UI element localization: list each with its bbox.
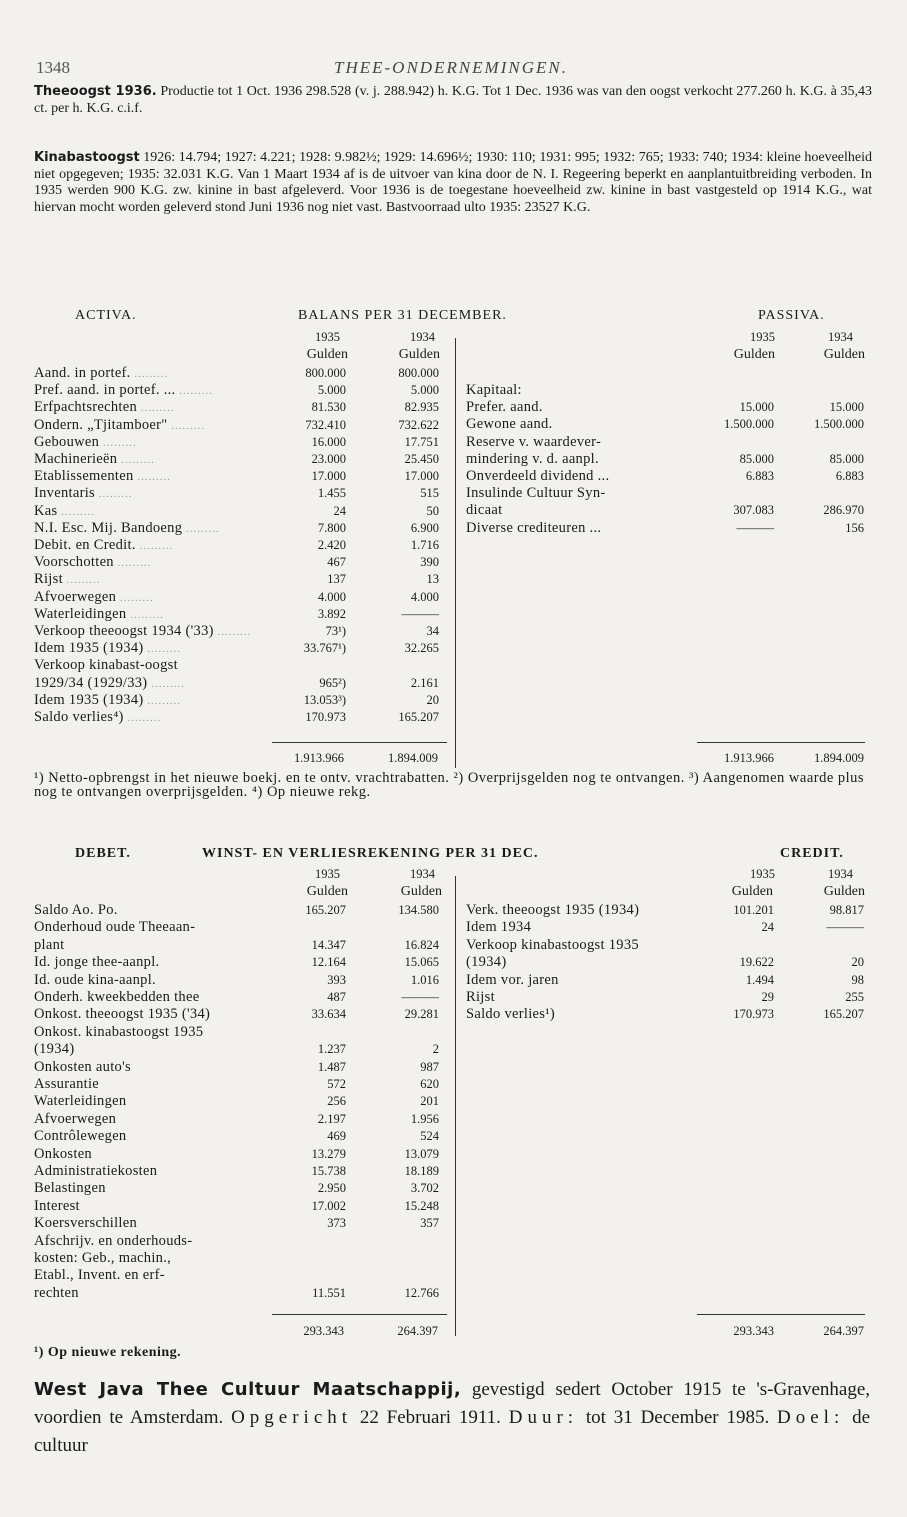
debet-label-text: rechten bbox=[34, 1284, 79, 1301]
debet-row-label bbox=[34, 1233, 192, 1250]
debet-value-1934: 987 bbox=[420, 1059, 439, 1074]
winst-left-unit-1934: Gulden bbox=[400, 884, 442, 899]
passiva-value-1934: 156 bbox=[845, 520, 864, 535]
west-java-text-4: de cultuur bbox=[34, 1407, 871, 1456]
winst-left-total-rule bbox=[272, 1314, 447, 1315]
activa-label-text: Machinerieën bbox=[34, 451, 118, 467]
activa-label-text: Idem 1935 (1934) bbox=[34, 640, 144, 657]
page-title: THEE-ONDERNEMINGEN. bbox=[334, 58, 568, 77]
winst-title: WINST- EN VERLIESREKENING PER 31 DEC. bbox=[202, 846, 539, 861]
balans-left-unit-1935: Gulden bbox=[306, 347, 348, 362]
debet-value-1935: 17.002 bbox=[311, 1198, 346, 1213]
leader-dots: ......... bbox=[130, 368, 169, 380]
debet-label-text: plant bbox=[34, 936, 65, 953]
passiva-label-text: Insulinde Cultuur Syn- bbox=[466, 485, 606, 502]
debet-row-label bbox=[34, 1285, 79, 1302]
debet-value-1935: 11.551 bbox=[312, 1285, 346, 1300]
passiva-row-label bbox=[466, 434, 601, 451]
debet-value-1934: 29.281 bbox=[404, 1007, 439, 1022]
debet-value-1935: 15.738 bbox=[311, 1164, 346, 1178]
activa-label-text: Ondern. „Tjitamboer" bbox=[34, 416, 168, 433]
activa-value-1935: 5.000 bbox=[317, 383, 346, 398]
debet-label-text: kosten: Geb., machin., bbox=[34, 1250, 172, 1266]
debet-value-1934: 1.016 bbox=[410, 972, 439, 987]
west-java-lead: West Java Thee Cultuur Maatschappij, bbox=[34, 1379, 462, 1400]
debet-row-label bbox=[34, 989, 199, 1006]
debet-value-1934: 16.824 bbox=[404, 937, 439, 952]
leader-dots: ......... bbox=[175, 385, 213, 398]
passiva-label-text: Prefer. aand. bbox=[466, 399, 543, 416]
activa-value-1934: 4.000 bbox=[410, 589, 439, 604]
activa-row-label bbox=[34, 382, 213, 399]
activa-label-text: 1929/34 (1929/33) bbox=[34, 674, 148, 691]
passiva-row-label bbox=[466, 520, 601, 537]
winst-right-year-1934: 1934 bbox=[828, 867, 853, 881]
debet-value-1935: 165.207 bbox=[305, 903, 346, 917]
activa-label-text: Erfpachtsrechten bbox=[34, 399, 138, 416]
debet-label-text: Id. oude kina-aanpl. bbox=[34, 971, 156, 988]
activa-value-1934: 6.900 bbox=[410, 520, 439, 535]
passiva-value-1934: 1.500.000 bbox=[814, 417, 864, 432]
activa-value-1934: ——— bbox=[401, 606, 439, 621]
passiva-label-text: Onverdeeld dividend ... bbox=[466, 468, 610, 484]
debet-row-label bbox=[34, 919, 195, 936]
leader-dots: ......... bbox=[116, 591, 154, 604]
balans-right-unit-1934: Gulden bbox=[823, 347, 865, 362]
passiva-value-1934: 15.000 bbox=[829, 400, 864, 415]
debet-value-1935: 1.487 bbox=[317, 1059, 346, 1074]
activa-value-1935: 23.000 bbox=[311, 452, 346, 466]
debet-row-label bbox=[34, 1250, 171, 1267]
activa-value-1934: 165.207 bbox=[398, 710, 439, 724]
balans-left-total-1934: 1.894.009 bbox=[388, 751, 438, 765]
opgericht-label: Opgericht bbox=[231, 1407, 353, 1428]
credit-label-text: Idem 1934 bbox=[466, 919, 532, 936]
debet-row-label bbox=[34, 1180, 106, 1197]
credit-label-text: Rijst bbox=[466, 989, 495, 1005]
credit-label-text: Verkoop kinabastoogst 1935 bbox=[466, 936, 639, 953]
activa-row-label bbox=[34, 623, 251, 640]
west-java-text-3: tot 31 December 1985. bbox=[578, 1407, 778, 1428]
activa-row-label bbox=[34, 606, 164, 623]
activa-value-1934: 2.161 bbox=[410, 675, 439, 690]
debet-row-label bbox=[34, 1059, 131, 1076]
activa-label-text: N.I. Esc. Mij. Bandoeng bbox=[34, 519, 183, 536]
credit-value-1935: 19.622 bbox=[739, 955, 774, 970]
activa-label-text: Voorschotten bbox=[34, 554, 114, 571]
credit-value-1935: 101.201 bbox=[733, 903, 774, 917]
debet-row-label bbox=[34, 937, 65, 954]
credit-row-label bbox=[466, 989, 495, 1006]
debet-label-text: Onkosten bbox=[34, 1145, 92, 1162]
debet-value-1935: 13.279 bbox=[311, 1146, 346, 1161]
west-java-text-2: 22 Februari 1911. bbox=[352, 1407, 509, 1428]
credit-value-1935: 29 bbox=[761, 990, 774, 1004]
leader-dots: ......... bbox=[135, 540, 174, 552]
debet-label-text: Onderh. kweekbedden thee bbox=[34, 989, 200, 1005]
debet-label-text: Interest bbox=[34, 1197, 80, 1214]
leader-dots: ......... bbox=[57, 505, 95, 518]
activa-row-label bbox=[34, 589, 154, 606]
credit-row-label bbox=[466, 902, 639, 919]
balans-right-total-1935: 1.913.966 bbox=[724, 751, 774, 765]
winst-divider bbox=[455, 876, 456, 1336]
activa-value-1934: 50 bbox=[426, 503, 439, 518]
credit-value-1934: 98 bbox=[851, 972, 864, 987]
debet-row-label bbox=[34, 1163, 157, 1180]
activa-label-text: Gebouwen bbox=[34, 433, 100, 450]
leader-dots: ......... bbox=[147, 677, 185, 690]
activa-value-1934: 17.000 bbox=[404, 469, 439, 484]
balans-activa-header: ACTIVA. bbox=[75, 308, 137, 323]
passiva-row-label bbox=[466, 468, 609, 485]
debet-row-label bbox=[34, 1128, 127, 1145]
debet-value-1934: 13.079 bbox=[404, 1146, 439, 1161]
activa-value-1934: 34 bbox=[426, 624, 439, 638]
passiva-value-1935: 1.500.000 bbox=[724, 417, 774, 432]
activa-row-label bbox=[34, 485, 132, 502]
leader-dots: ......... bbox=[113, 557, 152, 570]
kinabast-paragraph bbox=[34, 150, 872, 216]
debet-value-1934: 15.248 bbox=[404, 1198, 439, 1213]
debet-label-text: Koersverschillen bbox=[34, 1215, 138, 1232]
doel-label: Doel: bbox=[777, 1407, 845, 1428]
passiva-row-label bbox=[466, 399, 543, 416]
credit-value-1934: 20 bbox=[851, 955, 864, 970]
debet-row-label bbox=[34, 1111, 116, 1128]
theeoogst-paragraph bbox=[34, 84, 872, 117]
leader-dots: ......... bbox=[167, 419, 206, 432]
debet-value-1935: 469 bbox=[327, 1129, 346, 1144]
activa-row-label bbox=[34, 537, 173, 554]
credit-row-label bbox=[466, 1006, 555, 1023]
passiva-label-text: Kapitaal: bbox=[466, 382, 522, 398]
activa-value-1935: 2.420 bbox=[317, 538, 346, 552]
debet-value-1935: 572 bbox=[327, 1077, 346, 1091]
debet-value-1934: 3.702 bbox=[410, 1181, 439, 1196]
duur-label: Duur: bbox=[508, 1407, 579, 1428]
balans-passiva-header: PASSIVA. bbox=[758, 308, 825, 323]
activa-value-1934: 13 bbox=[426, 572, 439, 587]
debet-value-1934: 524 bbox=[420, 1129, 439, 1144]
winst-right-unit-1935: Gulden bbox=[731, 884, 773, 899]
activa-row-label bbox=[34, 417, 205, 434]
debet-row-label bbox=[34, 972, 156, 989]
debet-value-1935: 33.634 bbox=[311, 1007, 346, 1022]
credit-value-1934: 255 bbox=[845, 990, 864, 1004]
credit-value-1934: ——— bbox=[826, 920, 864, 935]
debet-label-text: Afschrijv. en onderhouds- bbox=[34, 1232, 193, 1249]
debet-label-text: Contrôlewegen bbox=[34, 1128, 127, 1145]
debet-value-1935: 2.197 bbox=[317, 1111, 346, 1126]
activa-label-text: Kas bbox=[34, 502, 58, 519]
winst-left-total-1935: 293.343 bbox=[303, 1324, 344, 1338]
passiva-label-text: Reserve v. waardever- bbox=[466, 433, 602, 450]
activa-value-1935: 137 bbox=[327, 572, 346, 587]
balans-right-year-1934: 1934 bbox=[828, 330, 853, 344]
debet-label-text: Assurantie bbox=[34, 1076, 100, 1092]
activa-label-text: Debit. en Credit. bbox=[34, 537, 136, 553]
debet-row-label bbox=[34, 902, 118, 919]
debet-label-text: Onderhoud oude Theeaan- bbox=[34, 919, 196, 936]
balans-left-total-1935: 1.913.966 bbox=[294, 751, 344, 765]
activa-row-label bbox=[34, 520, 220, 537]
activa-row-label bbox=[34, 675, 185, 692]
passiva-value-1934: 286.970 bbox=[823, 503, 864, 518]
passiva-row-label bbox=[466, 451, 599, 468]
page-header bbox=[36, 58, 866, 82]
debet-value-1934: 15.065 bbox=[404, 955, 439, 970]
west-java-paragraph bbox=[34, 1376, 870, 1460]
activa-value-1935: 4.000 bbox=[317, 589, 346, 604]
leader-dots: ......... bbox=[133, 471, 172, 484]
winst-right-unit-1934: Gulden bbox=[823, 884, 865, 899]
passiva-row-label bbox=[466, 382, 522, 399]
balans-right-total-1934: 1.894.009 bbox=[814, 751, 864, 765]
activa-label-text: Saldo verlies⁴) bbox=[34, 709, 124, 725]
activa-value-1934: 82.935 bbox=[404, 400, 439, 415]
passiva-value-1934: 85.000 bbox=[829, 451, 864, 466]
credit-row-label bbox=[466, 919, 531, 936]
debet-value-1935: 2.950 bbox=[317, 1181, 346, 1196]
leader-dots: ......... bbox=[213, 626, 252, 638]
passiva-label-text: Diverse crediteuren ... bbox=[466, 519, 602, 536]
activa-row-label bbox=[34, 709, 161, 726]
activa-value-1934: 732.622 bbox=[398, 417, 439, 432]
debet-label-text: (1934) bbox=[34, 1041, 75, 1058]
debet-label-text: Etabl., Invent. en erf- bbox=[34, 1267, 165, 1284]
debet-value-1934: 134.580 bbox=[398, 903, 439, 917]
activa-value-1934: 32.265 bbox=[404, 641, 439, 656]
activa-value-1934: 390 bbox=[420, 555, 439, 570]
activa-value-1935: 170.973 bbox=[305, 710, 346, 724]
leader-dots: ......... bbox=[137, 402, 175, 415]
activa-value-1935: 73¹) bbox=[325, 624, 346, 638]
debet-row-label bbox=[34, 954, 159, 971]
activa-row-label bbox=[34, 657, 178, 674]
activa-label-text: Idem 1935 (1934) bbox=[34, 691, 144, 708]
debet-label-text: Saldo Ao. Po. bbox=[34, 902, 118, 918]
credit-row-label bbox=[466, 937, 639, 954]
activa-value-1934: 1.716 bbox=[410, 538, 439, 552]
winst-footnote: ¹) Op nieuwe rekening. bbox=[34, 1345, 182, 1360]
winst-left-unit-1935: Gulden bbox=[306, 884, 348, 899]
balans-left-year-1934: 1934 bbox=[410, 330, 435, 344]
passiva-label-text: Gewone aand. bbox=[466, 416, 553, 433]
debet-value-1934: 620 bbox=[420, 1077, 439, 1091]
leader-dots: ......... bbox=[143, 694, 181, 707]
activa-value-1934: 5.000 bbox=[410, 383, 439, 398]
balans-footnote: ¹) Netto-opbrengst in het nieuwe boekj. en te ontv. vrachtrabatten. ²) Overprijsgelden nog te ontvangen. ³) Aangenomen waarde plus nog te ontvangen overprijsgelden. ⁴) Op nieuwe rekg. bbox=[34, 770, 865, 800]
activa-value-1935: 16.000 bbox=[311, 434, 346, 449]
winst-left-year-1935: 1935 bbox=[315, 867, 340, 881]
activa-label-text: Pref. aand. in portef. ... bbox=[34, 382, 176, 399]
debet-row-label bbox=[34, 1198, 80, 1215]
debet-value-1935: 487 bbox=[327, 990, 346, 1004]
debet-row-label bbox=[34, 1041, 74, 1058]
debet-value-1934: 357 bbox=[420, 1216, 439, 1231]
activa-value-1935: 1.455 bbox=[317, 486, 346, 501]
leader-dots: ......... bbox=[62, 574, 101, 587]
debet-label-text: Onkost. theeoogst 1935 ('34) bbox=[34, 1006, 211, 1023]
activa-value-1935: 81.530 bbox=[311, 400, 346, 415]
winst-left-total-1934: 264.397 bbox=[397, 1324, 438, 1338]
credit-label-text: Verk. theeoogst 1935 (1934) bbox=[466, 902, 640, 918]
activa-value-1934: 25.450 bbox=[404, 452, 439, 466]
debet-value-1934: ——— bbox=[401, 990, 439, 1004]
debet-label-text: Belastingen bbox=[34, 1180, 106, 1197]
passiva-row-label bbox=[466, 502, 502, 519]
leader-dots: ......... bbox=[99, 436, 137, 449]
leader-dots: ......... bbox=[94, 488, 133, 501]
debet-label-text: Afvoerwegen bbox=[34, 1110, 117, 1127]
activa-label-text: Verkoop theeoogst 1934 ('33) bbox=[34, 623, 214, 639]
balans-right-year-1935: 1935 bbox=[750, 330, 775, 344]
activa-row-label bbox=[34, 640, 181, 657]
debet-value-1935: 1.237 bbox=[317, 1042, 346, 1057]
activa-row-label bbox=[34, 399, 175, 416]
winst-credit-header: CREDIT. bbox=[780, 846, 844, 861]
passiva-label-text: dicaat bbox=[466, 502, 503, 519]
activa-value-1935: 800.000 bbox=[305, 366, 346, 380]
kinabast-text: 1926: 14.794; 1927: 4.221; 1928: 9.982½; 1929: 14.696½; 1930: 110; 1931: 995; 1932: 765; 1933: 740; 1934: kleine hoeveelheid niet opgegeven; 1935: 32.031 K.G. Van 1 Maart 1934 af is de uitvoer van kina door de N. I. Regeering beperkt en aanplantuitbreiding verboden. In 1935 werden 900 K.G. zw. kinine in bast afgeleverd. Voor 1936 is de toegestane hoeveelheid zw. kinine in bast vastgesteld op 1914 K.G., wat hiervan mocht worden geleverd stond Juni 1936 nog niet vast. Bastvoorraad ulto 1935: 23527 K.G. bbox=[34, 150, 872, 215]
debet-value-1935: 393 bbox=[327, 972, 346, 987]
activa-row-label bbox=[34, 554, 151, 571]
page-number: 1348 bbox=[36, 58, 70, 77]
leader-dots: ......... bbox=[143, 643, 181, 656]
activa-row-label bbox=[34, 365, 168, 382]
balans-left-year-1935: 1935 bbox=[315, 330, 340, 344]
activa-label-text: Afvoerwegen bbox=[34, 588, 117, 605]
debet-label-text: Onkost. kinabastoogst 1935 bbox=[34, 1023, 204, 1040]
debet-row-label bbox=[34, 1215, 137, 1232]
credit-row-label bbox=[466, 954, 506, 971]
leader-dots: ......... bbox=[182, 522, 220, 535]
balans-right-total-rule bbox=[697, 742, 865, 743]
west-java-text-1: gevestigd sedert October 1915 te 's-Gravenhage, voordien te Amsterdam. bbox=[34, 1379, 871, 1428]
debet-value-1935: 12.164 bbox=[311, 955, 346, 970]
leader-dots: ......... bbox=[126, 608, 164, 621]
leader-dots: ......... bbox=[123, 712, 162, 724]
activa-label-text: Inventaris bbox=[34, 485, 95, 502]
activa-label-text: Waterleidingen bbox=[34, 605, 127, 622]
passiva-value-1935: ——— bbox=[736, 520, 774, 535]
credit-label-text: (1934) bbox=[466, 954, 507, 971]
theeoogst-text: Productie tot 1 Oct. 1936 298.528 (v. j. 288.942) h. K.G. Tot 1 Dec. 1936 was van den oogst verkocht 277.260 h. K.G. à 35,43 ct. per h. K.G. c.i.f. bbox=[34, 84, 872, 116]
activa-value-1935: 965²) bbox=[319, 675, 346, 690]
debet-row-label bbox=[34, 1267, 165, 1284]
debet-value-1934: 2 bbox=[432, 1042, 439, 1057]
activa-value-1935: 13.053³) bbox=[303, 692, 346, 707]
activa-label-text: Etablissementen bbox=[34, 468, 134, 485]
credit-value-1934: 98.817 bbox=[829, 903, 864, 917]
activa-value-1935: 732.410 bbox=[305, 417, 346, 432]
debet-value-1935: 373 bbox=[327, 1216, 346, 1231]
credit-value-1935: 24 bbox=[761, 920, 774, 935]
activa-label-text: Aand. in portef. bbox=[34, 365, 131, 381]
debet-label-text: Id. jonge thee-aanpl. bbox=[34, 954, 160, 971]
passiva-row-label bbox=[466, 485, 606, 502]
debet-value-1934: 12.766 bbox=[404, 1285, 439, 1300]
activa-value-1934: 17.751 bbox=[404, 434, 439, 449]
credit-row-label bbox=[466, 972, 559, 989]
passiva-label-text: mindering v. d. aanpl. bbox=[466, 450, 599, 467]
winst-right-total-rule bbox=[697, 1314, 865, 1315]
activa-row-label bbox=[34, 692, 181, 709]
debet-row-label bbox=[34, 1093, 126, 1110]
balans-title: BALANS PER 31 DECEMBER. bbox=[298, 308, 507, 323]
activa-row-label bbox=[34, 571, 100, 588]
balans-right-unit-1935: Gulden bbox=[733, 347, 775, 362]
activa-label-text: Verkoop kinabast-oogst bbox=[34, 657, 178, 674]
activa-value-1934: 20 bbox=[426, 692, 439, 707]
activa-label-text: Rijst bbox=[34, 571, 63, 588]
credit-label-text: Saldo verlies¹) bbox=[466, 1006, 555, 1023]
activa-row-label bbox=[34, 451, 155, 468]
balans-left-unit-1934: Gulden bbox=[398, 347, 440, 362]
winst-right-total-1934: 264.397 bbox=[823, 1324, 864, 1338]
passiva-value-1935: 6.883 bbox=[745, 469, 774, 483]
balans-divider bbox=[455, 338, 456, 768]
passiva-value-1935: 307.083 bbox=[733, 503, 774, 518]
winst-right-total-1935: 293.343 bbox=[733, 1324, 774, 1338]
activa-value-1934: 515 bbox=[420, 486, 439, 501]
balans-left-total-rule bbox=[272, 742, 447, 743]
activa-row-label bbox=[34, 503, 95, 520]
activa-value-1935: 7.800 bbox=[317, 520, 346, 535]
debet-row-label bbox=[34, 1146, 92, 1163]
theeoogst-lead: Theeoogst 1936. bbox=[34, 84, 157, 99]
activa-value-1935: 17.000 bbox=[311, 469, 346, 484]
debet-row-label bbox=[34, 1024, 203, 1041]
winst-debet-header: DEBET. bbox=[75, 846, 131, 861]
passiva-row-label bbox=[466, 416, 553, 433]
debet-value-1934: 18.189 bbox=[404, 1164, 439, 1178]
activa-row-label bbox=[34, 434, 137, 451]
credit-value-1935: 1.494 bbox=[745, 972, 774, 987]
debet-value-1935: 256 bbox=[327, 1094, 346, 1109]
activa-value-1935: 33.767¹) bbox=[303, 641, 346, 656]
passiva-value-1935: 15.000 bbox=[739, 400, 774, 415]
debet-row-label bbox=[34, 1006, 210, 1023]
kinabast-lead: Kinabastoogst bbox=[34, 150, 140, 165]
activa-value-1934: 800.000 bbox=[398, 366, 439, 380]
debet-label-text: Administratiekosten bbox=[34, 1163, 158, 1179]
credit-label-text: Idem vor. jaren bbox=[466, 971, 559, 988]
winst-left-year-1934: 1934 bbox=[410, 867, 435, 881]
debet-value-1934: 201 bbox=[420, 1094, 439, 1109]
passiva-value-1934: 6.883 bbox=[835, 469, 864, 483]
debet-label-text: Onkosten auto's bbox=[34, 1058, 131, 1075]
activa-value-1935: 3.892 bbox=[317, 606, 346, 621]
leader-dots: ......... bbox=[117, 454, 155, 466]
debet-row-label bbox=[34, 1076, 99, 1093]
activa-value-1935: 24 bbox=[333, 503, 346, 518]
passiva-value-1935: 85.000 bbox=[739, 451, 774, 466]
winst-right-year-1935: 1935 bbox=[750, 867, 775, 881]
debet-value-1935: 14.347 bbox=[311, 937, 346, 952]
debet-value-1934: 1.956 bbox=[410, 1111, 439, 1126]
credit-value-1935: 170.973 bbox=[733, 1007, 774, 1022]
credit-value-1934: 165.207 bbox=[823, 1007, 864, 1022]
activa-value-1935: 467 bbox=[327, 555, 346, 570]
debet-label-text: Waterleidingen bbox=[34, 1093, 127, 1110]
activa-row-label bbox=[34, 468, 171, 485]
